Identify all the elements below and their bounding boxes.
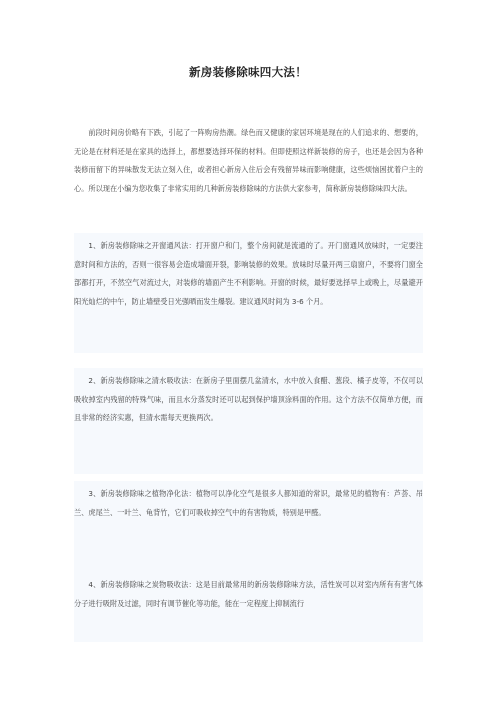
section-plant-purification: 3、新房装修除味之植物净化法：植物可以净化空气是很多人都知道的常识，最常见的植物有：芦荟、吊兰、虎尾兰、一叶兰、龟背竹，它们可吸收掉空气中的有害物质，特别是甲醛。 (74, 481, 423, 573)
section-ventilation: 1、新房装修除味之开窗通风法：打开窗户和门，整个房间就是流通的了。开门窗通风放味时，一定要注意时间和方法的，否则一很容易会造成墙面开裂，影响装修的效果。放味时尽量开两三扇窗户，不要将门窗全部都打开，不然空气对流过大，对装修的墙面产生不利影响。开窗的时候，最好要选择早上或晚上，尽量避开阳光灿烂的中午，防止墙壁受日光强晒而发生爆裂。建议通风时间为 3-6 个月。 (74, 233, 423, 353)
section-charcoal-absorption: 4、新房装修除味之炭物吸收法：这是目前最常用的新房装修除味方法，活性炭可以对室内所有有害气体分子进行吸附及过滤，同时有调节催化等功能，能在一定程度上抑制流行 (74, 572, 423, 642)
document-title: 新房装修除味四大法！ (189, 65, 307, 79)
section-water-absorption: 2、新房装修除味之清水吸收法：在新房子里面摆几盆清水，水中放入食醋、葱段、橘子皮等，不仅可以吸收掉室内残留的特殊气味，而且水分蒸发时还可以起到保护墙顶涂料面的作用。这个方法不仅简单方便，而且非常的经济实惠，但清水需每天更换两次。 (74, 368, 423, 474)
intro-paragraph: 前段时间房价略有下跌，引起了一阵购房热潮。绿色而又健康的家居环境是现在的人们追求的、想要的，无论是在材料还是在家具的选择上，都想要选择环保的材料。但即使照这样新装修的房子，也还是会因为各种装修而留下的异味散发无法立刻入住，或者担心新房入住后会有残留异味而影响健康，这些烦恼困扰着户主的心。所以现在小编为您收集了非常实用的几种新房装修除味的方法供大家参考，简称新房装修除味四大法。 (74, 128, 423, 193)
